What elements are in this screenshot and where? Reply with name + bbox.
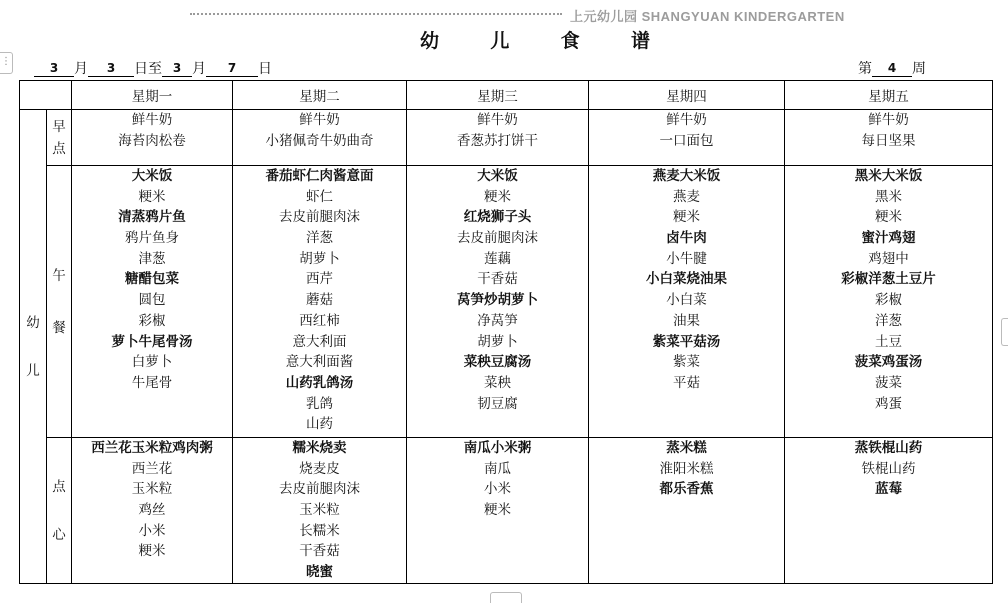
day-header: 星期四 (589, 81, 785, 110)
dish-name: 卤牛肉 (666, 230, 707, 247)
title-char: 幼 (420, 30, 440, 52)
ingredient: 平菇 (673, 374, 700, 391)
group-char: 幼 (26, 314, 40, 331)
date-range (34, 60, 272, 77)
end-day: 7 (206, 60, 258, 77)
page-title (420, 26, 650, 53)
ingredient: 粳米 (484, 188, 511, 205)
dish-name: 大米饭 (477, 168, 518, 184)
dish-name: 燕麦大米饭 (652, 168, 721, 184)
section-char: 早 (52, 118, 66, 135)
header-dotted-line (190, 13, 562, 15)
section-char: 午 (52, 267, 66, 284)
ingredient: 粳米 (673, 209, 700, 226)
ingredient: 莲藕 (484, 250, 511, 267)
dish-name: 小白菜烧油果 (646, 271, 727, 288)
school-name: 上元幼儿园 SHANGYUAN KINDERGARTEN (570, 9, 845, 24)
start-day: 3 (88, 60, 134, 77)
menu-cell (72, 110, 233, 166)
lunch-row (20, 166, 993, 438)
menu-cell (785, 110, 993, 166)
ingredient: 西兰花 (131, 460, 173, 477)
menu-cell (589, 166, 785, 438)
dish-name: 菠菜鸡蛋汤 (854, 354, 923, 371)
ingredient: 虾仁 (306, 188, 333, 205)
ingredient: 韧豆腐 (477, 395, 518, 412)
ingredient: 小猪佩奇牛奶曲奇 (265, 132, 374, 149)
ingredient: 西芹 (306, 271, 333, 288)
menu-cell (407, 438, 589, 584)
ingredient: 胡萝卜 (299, 250, 340, 267)
month-label: 月 (74, 61, 88, 77)
dish-name: 蒸铁棍山药 (854, 440, 923, 456)
menu-cell (589, 110, 785, 166)
snack-row (20, 438, 993, 584)
menu-table (19, 80, 993, 584)
ingredient: 淮阳米糕 (659, 460, 714, 477)
ingredient: 一口面包 (659, 132, 714, 149)
ingredient: 胡萝卜 (477, 333, 518, 350)
dish-name: 番茄虾仁肉酱意面 (265, 168, 374, 184)
ingredient: 鲜牛奶 (666, 112, 707, 128)
ingredient: 去皮前腿肉沫 (457, 230, 538, 247)
ingredient: 小牛腱 (666, 250, 707, 267)
dish-name: 清蒸鸦片鱼 (118, 209, 186, 226)
ingredient: 小米 (484, 481, 511, 498)
menu-cell (785, 438, 993, 584)
section-char: 点 (52, 140, 66, 157)
dish-name: 紫菜平菇汤 (652, 333, 721, 350)
day-header: 星期二 (233, 81, 407, 110)
ingredient: 海苔肉松卷 (118, 132, 186, 149)
week-prefix: 第 (858, 61, 872, 77)
ingredient: 粳米 (138, 543, 166, 560)
menu-cell (407, 110, 589, 166)
ingredient: 洋葱 (306, 230, 333, 247)
ingredient: 南瓜 (484, 460, 511, 477)
ingredient: 油果 (673, 312, 700, 329)
month-label: 月 (192, 61, 206, 77)
start-month: 3 (34, 60, 74, 77)
ingredient: 小白菜 (666, 292, 707, 309)
breakfast-row (20, 110, 993, 166)
day-header: 星期五 (785, 81, 993, 110)
week-suffix: 周 (912, 61, 926, 77)
dish-name: 晓蜜 (306, 564, 333, 581)
menu-cell (72, 438, 233, 584)
title-char: 儿 (490, 30, 510, 52)
ingredient: 菠菜 (875, 374, 902, 391)
menu-cell (589, 438, 785, 584)
ingredient: 鸡蛋 (875, 395, 902, 412)
bottom-panel-handle[interactable] (490, 592, 522, 603)
ingredient: 长糯米 (299, 522, 340, 539)
ingredient: 西红柿 (299, 312, 340, 329)
title-char: 食 (560, 30, 580, 52)
day-to-label: 日至 (134, 61, 162, 77)
group-label (20, 110, 47, 584)
ingredient: 粳米 (484, 502, 511, 519)
ingredient: 蘑菇 (306, 292, 333, 309)
ingredient: 牛尾骨 (131, 374, 173, 391)
dish-name: 蒸米糕 (666, 440, 707, 456)
day-header: 星期三 (407, 81, 589, 110)
ingredient: 鸡翅中 (868, 250, 909, 267)
group-char: 儿 (26, 362, 40, 379)
ingredient: 乳鸽 (306, 395, 333, 412)
ingredient: 山药 (306, 416, 333, 433)
ingredient: 津葱 (138, 250, 166, 267)
ingredient: 玉米粒 (131, 481, 173, 498)
dish-name: 萝卜牛尾骨汤 (111, 333, 193, 350)
ingredient: 鲜牛奶 (477, 112, 518, 128)
day-header: 星期一 (72, 81, 233, 110)
ingredient: 紫菜 (673, 354, 700, 371)
ingredient: 洋葱 (875, 312, 902, 329)
ingredient: 鸡丝 (138, 502, 166, 519)
ingredient: 小米 (138, 522, 166, 539)
week-number (858, 60, 926, 77)
ingredient: 粳米 (138, 188, 166, 205)
section-char: 点 (52, 478, 66, 495)
dish-name: 都乐香蕉 (659, 481, 714, 498)
ingredient: 干香菇 (477, 271, 518, 288)
dish-name: 南瓜小米粥 (463, 440, 532, 456)
lunch-label (47, 166, 72, 438)
menu-cell (233, 166, 407, 438)
ingredient: 每日坚果 (861, 132, 916, 149)
menu-cell (785, 166, 993, 438)
ingredient: 香葱苏打饼干 (457, 132, 538, 149)
ingredient: 圆包 (138, 292, 166, 309)
dish-name: 糖醋包菜 (125, 271, 179, 288)
ingredient: 干香菇 (299, 543, 340, 560)
dish-name: 黑米大米饭 (854, 168, 923, 184)
dish-name: 蓝莓 (875, 481, 902, 498)
ingredient: 彩椒 (138, 312, 166, 329)
ingredient: 白萝卜 (131, 354, 173, 371)
dish-name: 蜜汁鸡翅 (861, 230, 916, 247)
ingredient: 玉米粒 (299, 502, 340, 519)
dish-name: 西兰花玉米粒鸡肉粥 (91, 440, 213, 456)
title-char: 谱 (630, 30, 650, 52)
week-value: 4 (872, 60, 912, 77)
left-panel-handle[interactable]: ⋮ (0, 52, 13, 74)
ingredient: 意大利面酱 (285, 354, 354, 371)
dish-name: 菜秧豆腐汤 (463, 354, 532, 371)
ingredient: 菜秧 (484, 374, 511, 391)
ingredient: 彩椒 (875, 292, 902, 309)
ingredient: 去皮前腿肉沫 (279, 481, 360, 498)
ingredient: 鲜牛奶 (868, 112, 909, 128)
dish-name: 大米饭 (131, 168, 173, 184)
ingredient: 燕麦 (673, 188, 700, 205)
menu-cell (72, 166, 233, 438)
ingredient: 铁棍山药 (861, 460, 916, 477)
menu-cell (233, 110, 407, 166)
ingredient: 粳米 (875, 209, 902, 226)
end-month: 3 (162, 60, 192, 77)
ingredient: 土豆 (875, 333, 902, 350)
ingredient: 净莴笋 (477, 312, 518, 329)
menu-cell (233, 438, 407, 584)
ingredient: 鲜牛奶 (299, 112, 340, 128)
corner-cell (20, 81, 72, 110)
header-row (20, 81, 993, 110)
breakfast-label (47, 110, 72, 166)
ingredient: 去皮前腿肉沫 (279, 209, 360, 226)
dish-name: 红烧狮子头 (463, 209, 532, 226)
dish-name: 山药乳鸽汤 (285, 374, 354, 391)
ingredient: 鸦片鱼身 (125, 230, 179, 247)
ingredient: 鲜牛奶 (131, 112, 173, 128)
snack-label (47, 438, 72, 584)
section-char: 餐 (52, 319, 66, 336)
section-char: 心 (52, 526, 66, 543)
ingredient: 黑米 (875, 188, 902, 205)
day-label: 日 (258, 61, 272, 77)
dish-name: 莴笋炒胡萝卜 (457, 292, 538, 309)
dish-name: 糯米烧卖 (292, 440, 347, 456)
ingredient: 意大利面 (292, 333, 347, 350)
menu-cell (407, 166, 589, 438)
right-panel-handle[interactable] (1001, 318, 1008, 346)
ingredient: 烧麦皮 (299, 460, 340, 477)
dish-name: 彩椒洋葱土豆片 (841, 271, 936, 288)
